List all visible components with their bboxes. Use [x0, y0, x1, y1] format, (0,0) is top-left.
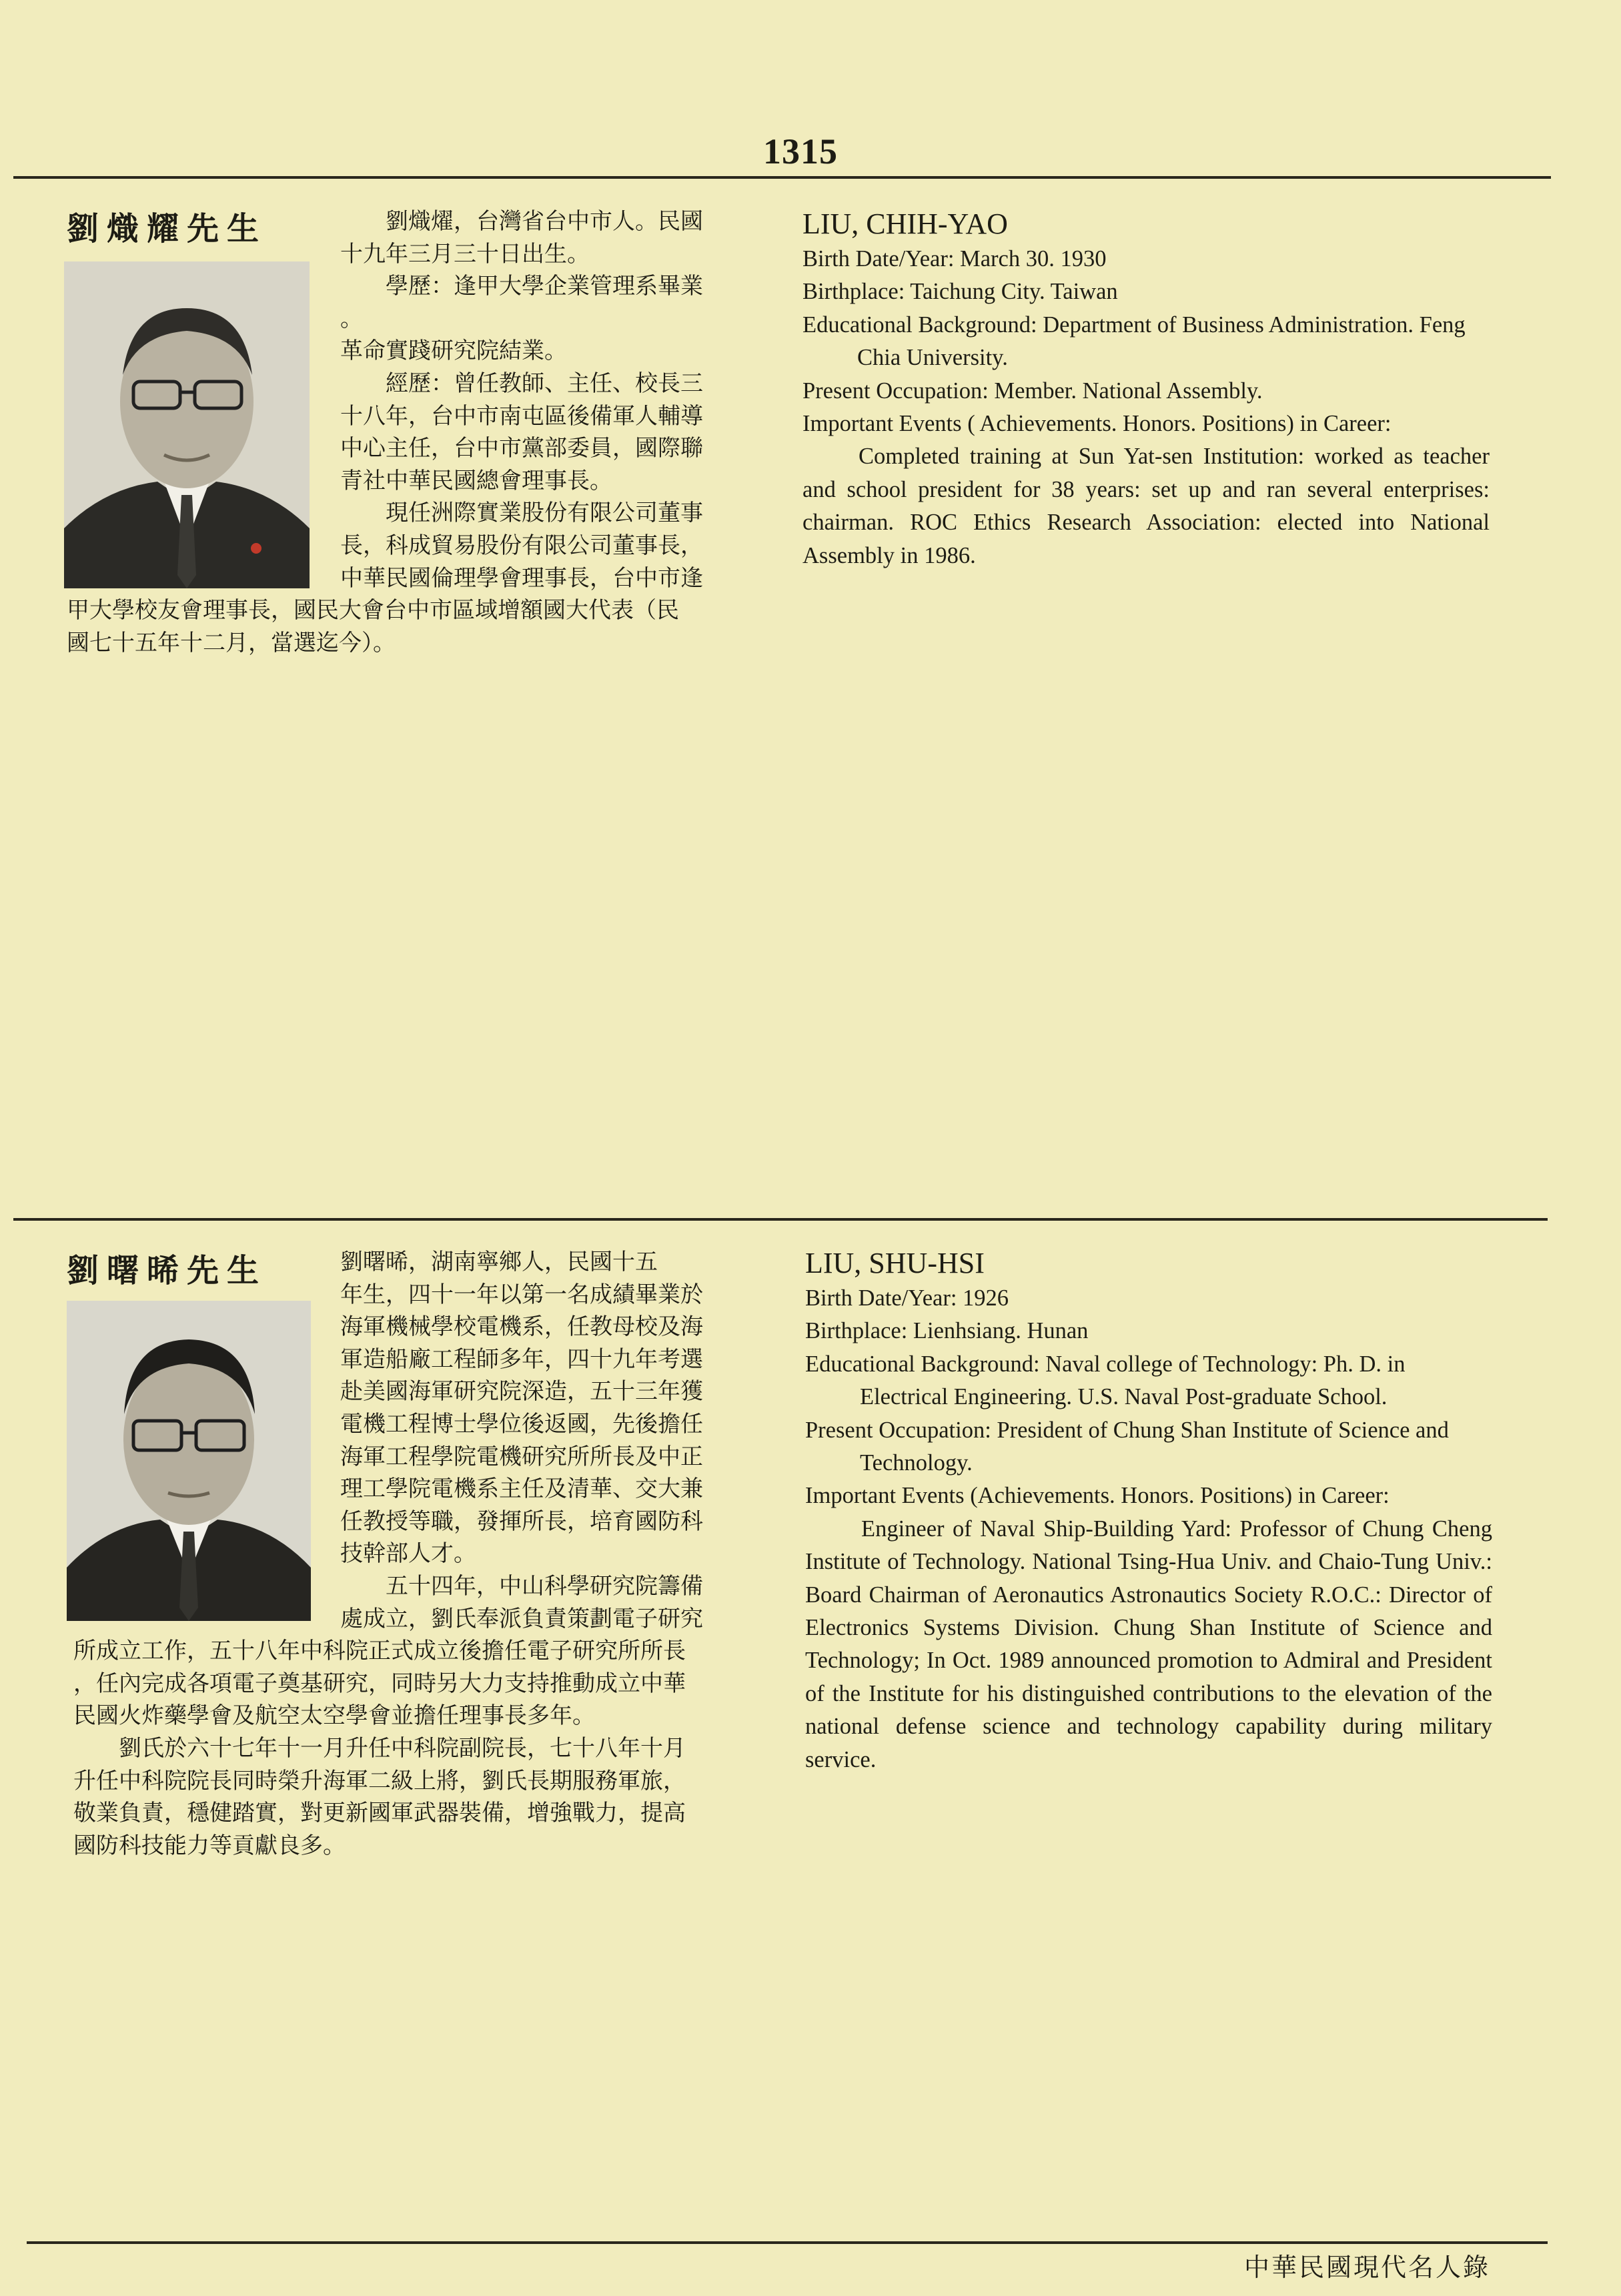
bio-line: 國七十五年十二月，當選迄今）。: [67, 629, 396, 656]
entry-2-birthplace: Birthplace: Lienhsiang. Hunan: [805, 1318, 1089, 1344]
bio-line: 國防科技能力等貢獻良多。: [73, 1832, 346, 1859]
bio-line: 任教授等職，發揮所長，培育國防科: [340, 1508, 703, 1535]
bio-line: 現任洲際實業股份有限公司董事: [340, 500, 703, 527]
bio-line: 甲大學校友會理事長，國民大會台中市區域增額國大代表（民: [67, 597, 679, 624]
entry-1-events-heading: Important Events ( Achievements. Honors. Positions) in Career:: [802, 411, 1392, 437]
entry-1-occupation: Present Occupation: Member. National Assembly.: [802, 378, 1263, 404]
bio-line: 中華民國倫理學會理事長，台中市逢: [340, 564, 703, 592]
section-divider: [13, 1218, 1548, 1221]
entry-2-birth-date: Birth Date/Year: 1926: [805, 1285, 1009, 1311]
bio-line: 赴美國海軍研究院深造，五十三年獲: [340, 1378, 703, 1405]
bio-line: 民國火炸藥學會及航空太空學會並擔任理事長多年。: [73, 1702, 595, 1730]
bio-line: 。: [340, 305, 363, 332]
bio-line: 理工學院電機系主任及清華、交大兼: [340, 1476, 703, 1503]
entry-1-name-en: LIU, CHIH-YAO: [802, 207, 1008, 240]
bio-line: 十八年，台中市南屯區後備軍人輔導: [340, 402, 703, 430]
entry-2-occupation: Present Occupation: President of Chung Shan Institute of Science and Technology.: [805, 1417, 1449, 1476]
bio-line: 所成立工作，五十八年中科院正式成立後擔任電子研究所所長: [73, 1638, 686, 1665]
bio-line: 革命實踐研究院結業。: [340, 338, 567, 365]
entry-1-events: Completed training at Sun Yat-sen Institution: worked as teacher and school president for 38 years: set up and ran several enterprises: chairman. ROC Ethics Research Association: elected into National Assembly in 1986.: [802, 444, 1490, 568]
bio-line: 年生，四十一年以第一名成績畢業於: [340, 1281, 703, 1308]
header-rule: [13, 176, 1551, 179]
bio-line: 劉氏於六十七年十一月升任中科院副院長，七十八年十月: [73, 1734, 686, 1762]
entry-1-education: Educational Background: Department of Business Administration. Feng Chia University.: [802, 312, 1466, 371]
entry-2-bio-en: [805, 1245, 1492, 1776]
bio-line: 劉熾燿，台灣省台中市人。民國: [340, 208, 703, 235]
bio-line: 敬業負責，穩健踏實，對更新國軍武器裝備，增強戰力，提高: [73, 1800, 686, 1827]
bio-line: 中心主任，台中市黨部委員，國際聯: [340, 435, 703, 462]
footer-book-title: 中華民國現代名人錄: [1243, 2253, 1490, 2282]
bio-line: 技幹部人才。: [340, 1540, 476, 1568]
bio-line: 海軍工程學院電機研究所所長及中正: [340, 1443, 703, 1470]
page-number: 1315: [763, 131, 838, 171]
footer-rule: [27, 2241, 1548, 2244]
bio-line: 長，科成貿易股份有限公司董事長，: [340, 532, 703, 559]
bio-line: 海軍機械學校電機系，任教母校及海: [340, 1313, 703, 1341]
bio-line: 軍造船廠工程師多年，四十九年考選: [340, 1345, 703, 1373]
entry-2-name-en: LIU, SHU-HSI: [805, 1247, 985, 1279]
entry-1-birth-date: Birth Date/Year: March 30. 1930: [802, 246, 1107, 271]
entry-2-portrait-photo: [67, 1301, 311, 1621]
bio-line: 學歷：逢甲大學企業管理系畢業: [340, 273, 703, 300]
entry-2-events: Engineer of Naval Ship-Building Yard: Professor of Chung Cheng Institute of Technology. National Tsing-Hua Univ. and Chaio-Tung Univ.: Board Chairman of Aeronautics Astronautics Society R.O.C.: Director of Electronics Systems Division. Chung Shan Institute of Science and Technology; In Oct. 1989 announced promotion to Admiral and President of the Institute for his distinguished contributions to the elevation of the national defense science and technology capability during military service.: [805, 1516, 1492, 1772]
bio-line: 升任中科院院長同時榮升海軍二級上將，劉氏長期服務軍旅，: [73, 1767, 686, 1794]
entry-1-birthplace: Birthplace: Taichung City. Taiwan: [802, 279, 1118, 305]
bio-line: 劉曙晞，湖南寧鄉人，民國十五: [340, 1249, 658, 1275]
bio-line: 經歷：曾任教師、主任、校長三: [340, 370, 703, 397]
entry-2-events-heading: Important Events (Achievements. Honors. Positions) in Career:: [805, 1483, 1390, 1509]
bio-line: 五十四年，中山科學研究院籌備: [340, 1572, 703, 1600]
bio-line: 十九年三月三十日出生。: [340, 240, 590, 267]
bio-line: 青社中華民國總會理事長。: [340, 467, 612, 494]
entry-1-name-cn: 劉熾耀先生: [67, 210, 267, 247]
entry-1-bio-en: [802, 205, 1490, 572]
entry-1-portrait-photo: [64, 261, 310, 588]
entry-2-name-cn: 劉曙晞先生: [67, 1252, 267, 1289]
bio-line: 電機工程博士學位後返國，先後擔任: [340, 1410, 703, 1438]
bio-line: ，任內完成各項電子奠基研究，同時另大力支持推動成立中華: [73, 1670, 686, 1697]
bio-line: 處成立，劉氏奉派負責策劃電子研究: [340, 1605, 703, 1632]
entry-2-education: Educational Background: Naval college of Technology: Ph. D. in Electrical Engineering. U.S. Naval Post-graduate School.: [805, 1351, 1406, 1410]
